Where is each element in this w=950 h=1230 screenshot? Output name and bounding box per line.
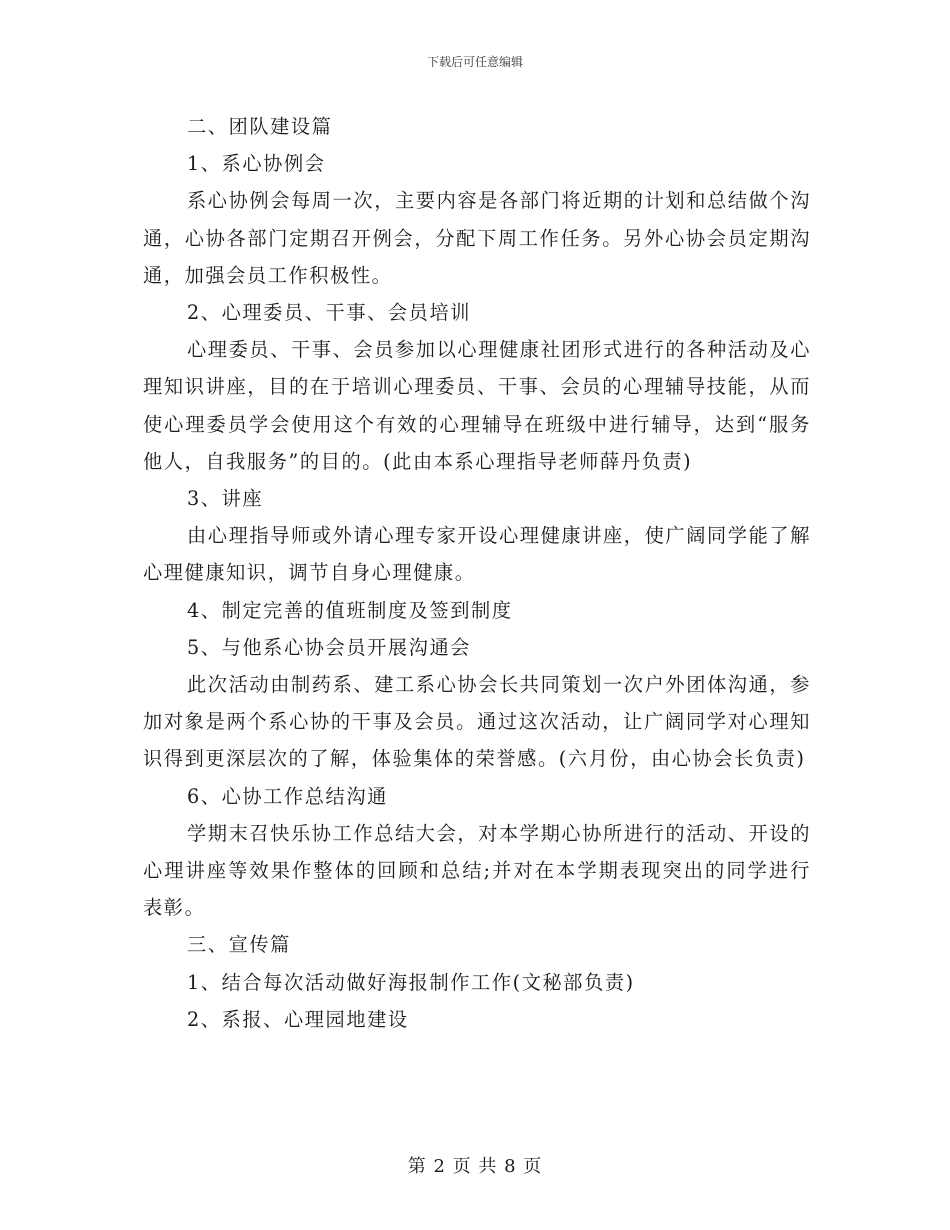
page-header: 下载后可任意编辑: [426, 55, 523, 69]
paragraph-exchange-meeting: 此次活动由制药系、建工系心协会长共同策划一次户外团体沟通，参加对象是两个系心协的干事及会员。通过这次活动，让广阔同学对心理知识得到更深层次的了解，体验集体的荣誉感。(六月份，由心协会长负责): [143, 673, 811, 771]
item-heading-exchange-meeting: 5、与他系心协会员开展沟通会: [187, 635, 472, 659]
item-heading-work-summary: 6、心协工作总结沟通: [187, 784, 388, 808]
section-heading-team-building: 二、团队建设篇: [187, 115, 333, 138]
paragraph-lectures: 由心理指导师或外请心理专家开设心理健康讲座，使广阔同学能了解心理健康知识，调节自身心理健康。: [143, 524, 811, 585]
item-heading-training: 2、心理委员、干事、会员培训: [187, 301, 472, 325]
document-body: [143, 108, 811, 1038]
item-heading-lectures: 3、讲座: [187, 487, 264, 511]
page-footer: 第 2 页 共 8 页: [407, 1156, 543, 1177]
section-heading-publicity: 三、宣传篇: [187, 933, 291, 957]
paragraph-training: 心理委员、干事、会员参加以心理健康社团形式进行的各种活动及心理知识讲座，目的在于培训心理委员、干事、会员的心理辅导技能，从而使心理委员学会使用这个有效的心理辅导在班级中进行辅导，达到“服务他人，自我服务”的目的。(此由本系心理指导老师薛丹负责): [143, 338, 811, 473]
item-heading-newsletter: 2、系报、心理园地建设: [187, 1007, 409, 1031]
item-heading-posters: 1、结合每次活动做好海报制作工作(文秘部负责): [187, 970, 635, 994]
item-heading-duty-system: 4、制定完善的值班制度及签到制度: [187, 598, 513, 622]
paragraph-weekly-meeting: 系心协例会每周一次，主要内容是各部门将近期的计划和总结做个沟通，心协各部门定期召开例会，分配下周工作任务。另外心协会员定期沟通，加强会员工作积极性。: [143, 189, 811, 287]
item-heading-weekly-meeting: 1、系心协例会: [187, 152, 326, 176]
paragraph-work-summary: 学期末召快乐协工作总结大会，对本学期心协所进行的活动、开设的心理讲座等效果作整体的回顾和总结;并对在本学期表现突出的同学进行表彰。: [143, 821, 811, 920]
